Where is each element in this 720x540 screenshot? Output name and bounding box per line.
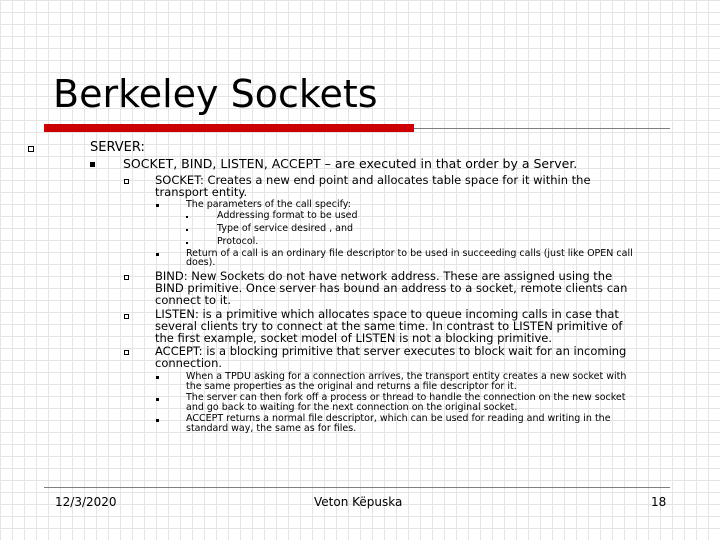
filled-square-bullet-icon	[90, 162, 95, 167]
accept-detail-line-2: and go back to waiting for the next connection on the original socket.	[186, 402, 518, 413]
hollow-square-bullet-icon	[124, 179, 129, 184]
footer-author: Veton Këpuska	[314, 495, 403, 509]
param-text: Addressing format to be used	[217, 210, 358, 221]
bind-desc-line-2: BIND primitive. Once server has bound an address to a socket, remote clients can	[155, 281, 628, 295]
hollow-square-bullet-icon	[28, 146, 34, 152]
filled-square-bullet-icon	[186, 242, 188, 244]
listen-desc-line-3: the first example, socket model of LISTEN is not a blocking primitive.	[155, 331, 553, 345]
filled-square-bullet-icon	[186, 216, 188, 218]
footer-page-number: 18	[651, 495, 667, 509]
accept-detail-line-1: The server can then fork off a process or thread to handle the connection on the new socket	[186, 392, 626, 403]
hollow-square-bullet-icon	[124, 275, 129, 280]
accept-detail-line-1: ACCEPT returns a normal file descriptor, which can be used for reading and writing in the	[186, 413, 611, 424]
slide-title: Berkeley Sockets	[53, 72, 378, 116]
socket-calls-text: SOCKET, BIND, LISTEN, ACCEPT – are executed in that order by a Server.	[123, 156, 578, 171]
return-desc-line-1: Return of a call is an ordinary file descriptor to be used in succeeding calls (just like OPEN call	[186, 248, 633, 259]
filled-square-bullet-icon	[156, 253, 159, 256]
hollow-square-bullet-icon	[124, 350, 129, 355]
socket-desc-line-1: SOCKET: Creates a new end point and allocates table space for it within the	[155, 173, 591, 187]
server-heading: SERVER:	[90, 140, 145, 155]
bind-desc-line-1: BIND: New Sockets do not have network address. These are assigned using the	[155, 269, 613, 283]
filled-square-bullet-icon	[156, 398, 159, 401]
title-accent-bar	[44, 124, 414, 132]
bind-desc-line-3: connect to it.	[155, 293, 232, 307]
footer-divider	[44, 487, 670, 488]
hollow-square-bullet-icon	[124, 314, 129, 319]
filled-square-bullet-icon	[156, 419, 159, 422]
accept-desc-line-2: connection.	[155, 356, 223, 370]
socket-desc-line-2: transport entity.	[155, 185, 248, 199]
filled-square-bullet-icon	[156, 204, 159, 207]
filled-square-bullet-icon	[156, 376, 159, 379]
accept-detail-line-1: When a TPDU asking for a connection arrives, the transport entity creates a new socket with	[186, 371, 627, 382]
listen-desc-line-2: several clients try to connect at the same time. In contrast to LISTEN primitive of	[155, 319, 623, 333]
param-text: Protocol.	[217, 236, 259, 247]
filled-square-bullet-icon	[186, 229, 188, 231]
accept-desc-line-1: ACCEPT: is a blocking primitive that server executes to block wait for an incoming	[155, 344, 627, 358]
accept-detail-line-2: standard way, the same as for files.	[186, 423, 357, 434]
param-text: Type of service desired , and	[217, 223, 354, 234]
accept-detail-line-2: the same properties as the original and returns a file descriptor for it.	[186, 381, 517, 392]
params-heading: The parameters of the call specify:	[186, 199, 351, 210]
return-desc-line-2: does).	[186, 257, 216, 268]
footer-date: 12/3/2020	[55, 495, 117, 509]
listen-desc-line-1: LISTEN: is a primitive which allocates space to queue incoming calls in case that	[155, 307, 619, 321]
